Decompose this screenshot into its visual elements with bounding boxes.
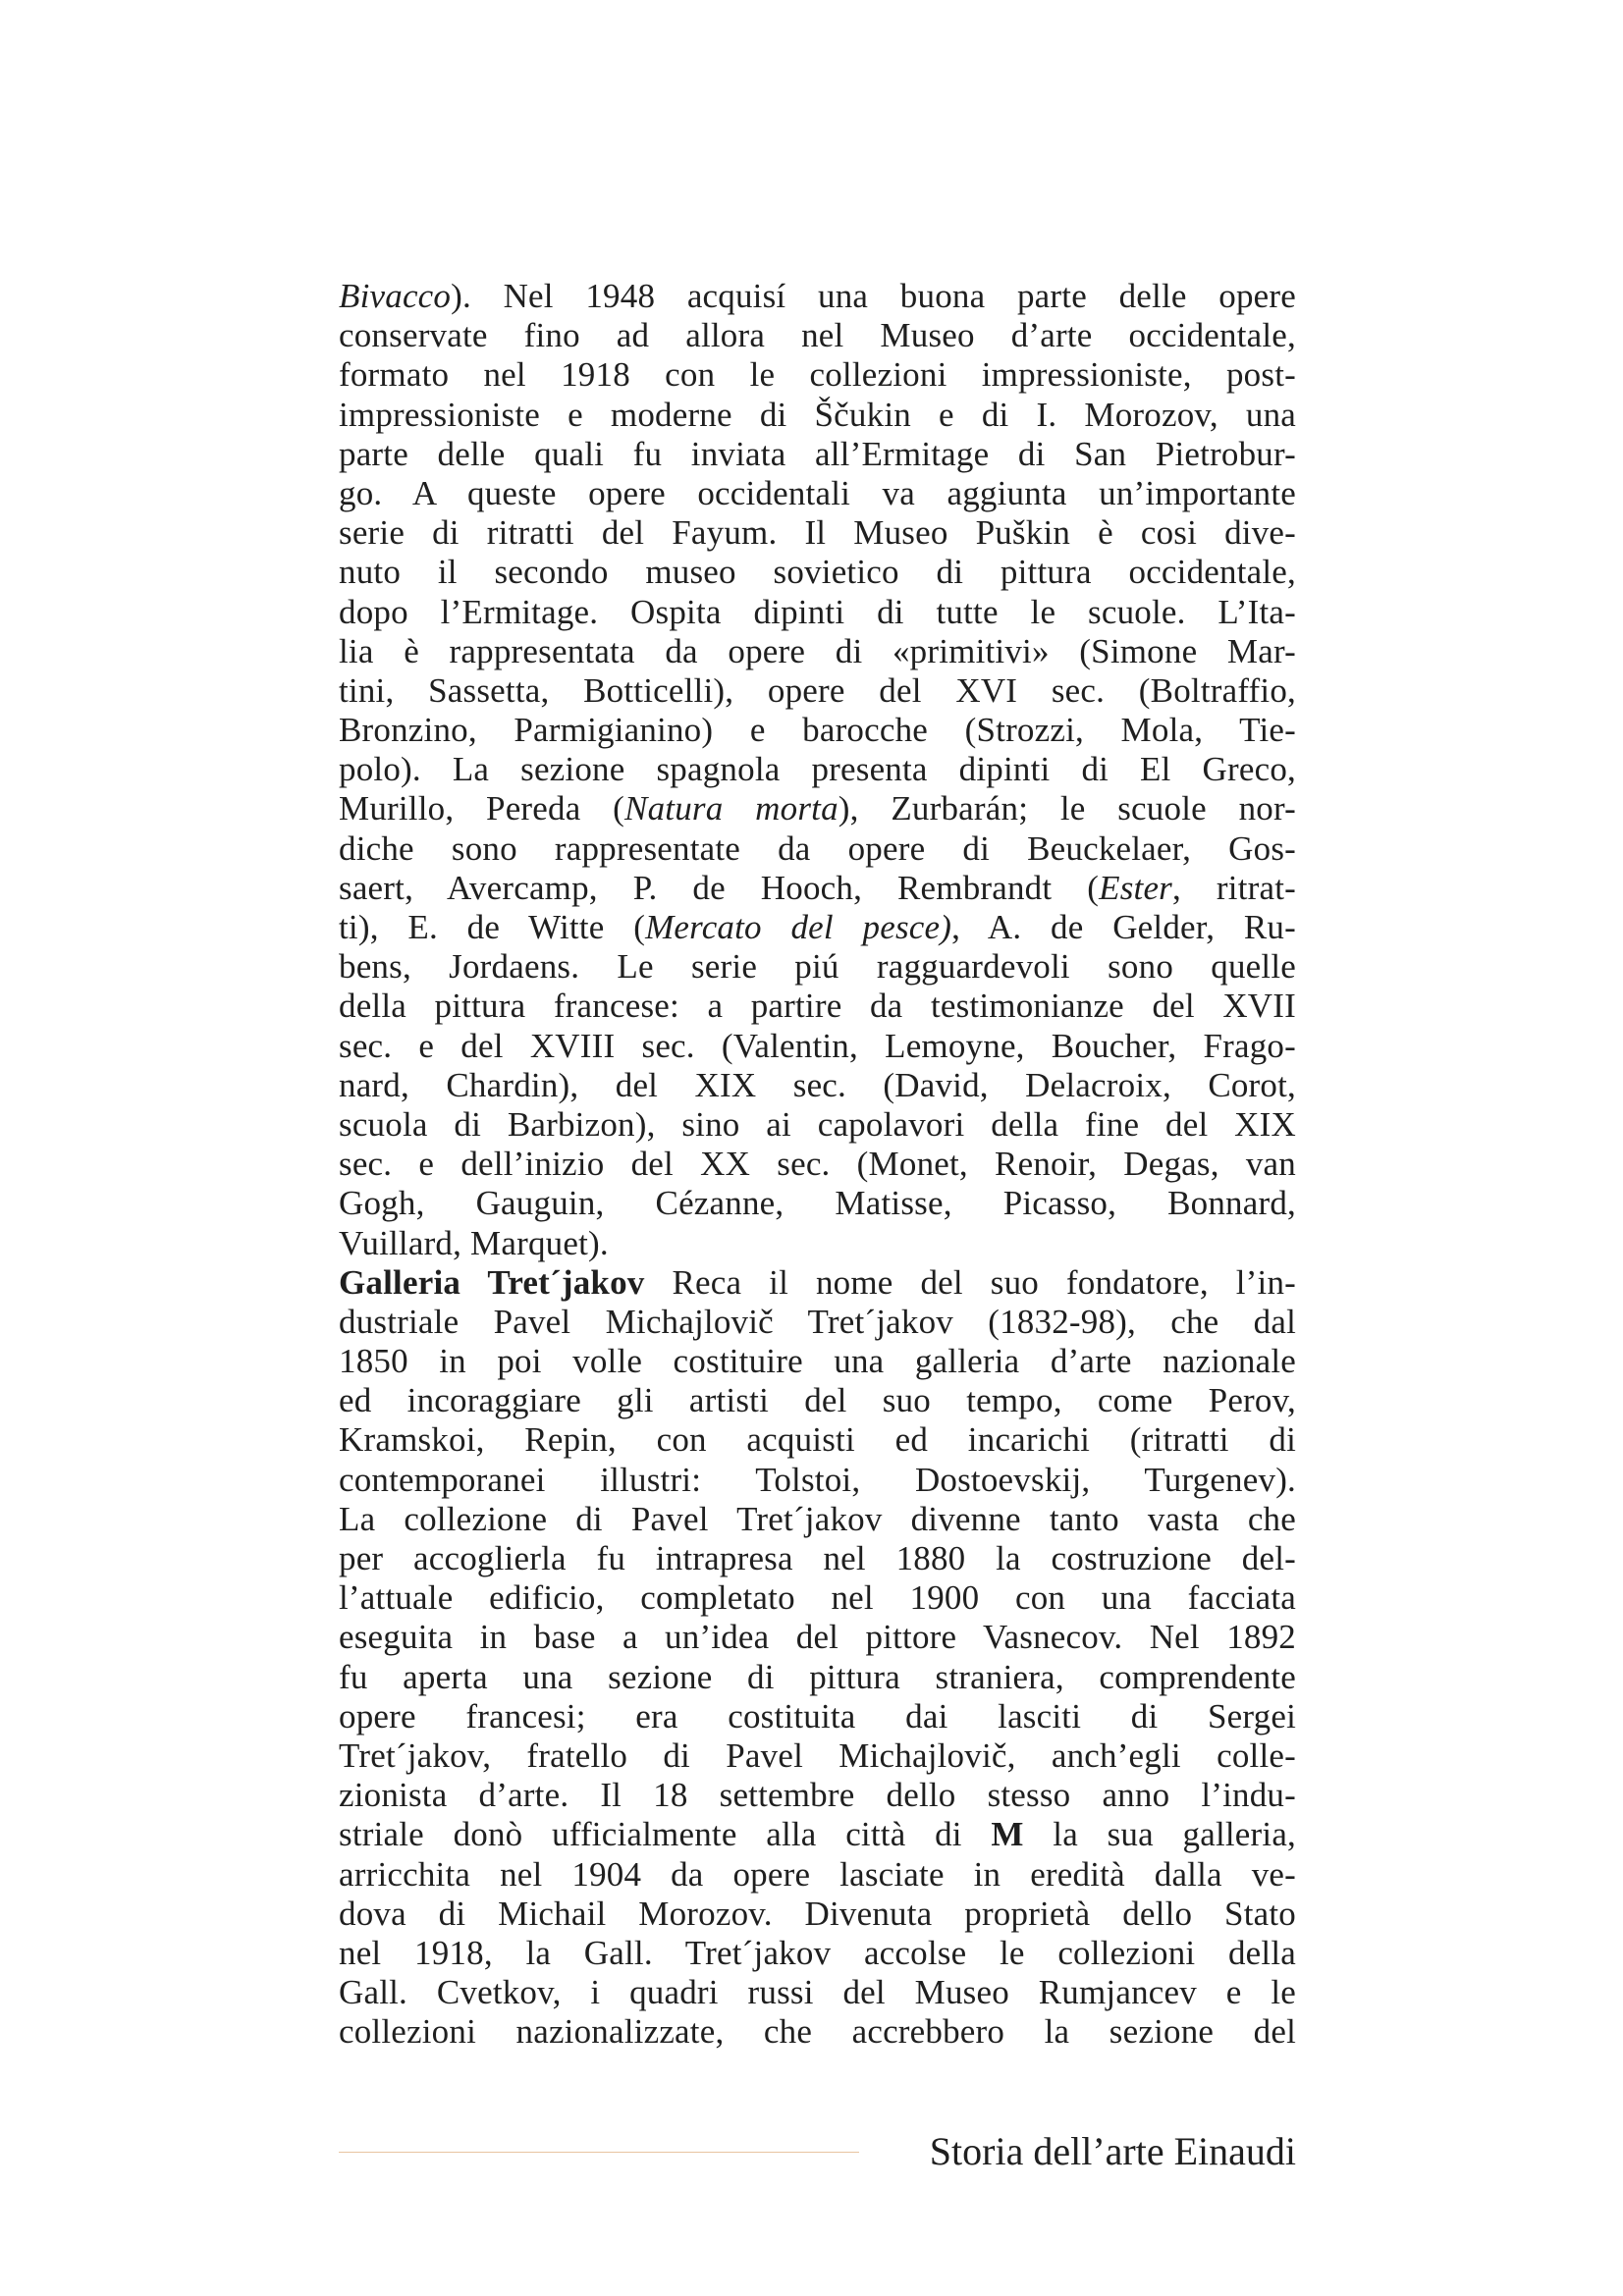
text-run: conservate fino ad allora nel Museo d’arte occidentale, [339, 316, 1296, 355]
italic-title: Natura morta [624, 789, 839, 828]
text-line [339, 1184, 1296, 1223]
text-run: formato nel 1918 con le collezioni impressioniste, post- [339, 355, 1296, 395]
text-line [339, 829, 1296, 869]
text-run: serie di ritratti del Fayum. Il Museo Puškin è cosi dive- [339, 513, 1296, 553]
italic-title: Ester [1099, 868, 1173, 907]
text-line [339, 1342, 1296, 1381]
text-line [339, 1895, 1296, 1934]
text-line [339, 1066, 1296, 1105]
body-text [339, 277, 1296, 2052]
text-run: arricchita nel 1904 da opere lasciate in eredità dalla ve- [339, 1854, 1296, 1894]
text-line [339, 632, 1296, 671]
text-run: impressioniste e moderne di Ščukin e di I. Morozov, una [339, 395, 1296, 434]
text-line [339, 1776, 1296, 1815]
text-run: Bronzino, Parmigianino) e barocche (Strozzi, Mola, Tie- [339, 711, 1296, 750]
text-run: La collezione di Pavel Tret´jakov divenne tanto vasta che [339, 1499, 1296, 1538]
text-line [339, 1578, 1296, 1618]
text-run: per accoglierla fu intrapresa nel 1880 la costruzione del- [339, 1539, 1296, 1577]
text-line [339, 869, 1296, 908]
text-run: fu aperta una sezione di pittura straniera, comprendente [339, 1657, 1296, 1696]
page-footer [339, 2105, 1296, 2173]
text-run: go. A queste opere occidentali va aggiunta un’importante [339, 473, 1296, 512]
text-run: lia è rappresentata da opere di «primitivi» (Simone Mar- [339, 631, 1296, 670]
text-line [339, 1855, 1296, 1895]
text-run: diche sono rappresentate da opere di Beuckelaer, Gos- [339, 828, 1296, 868]
text-run: la sua galleria, [1023, 1815, 1297, 1854]
text-run: Murillo, Pereda ( [339, 789, 625, 828]
text-run: sec. e dell’inizio del XX sec. (Monet, Renoir, Degas, van [339, 1145, 1296, 1184]
text-run: scuola di Barbizon), sino ai capolavori della fine del XIX [339, 1104, 1296, 1144]
text-run: sec. e del XVIII sec. (Valentin, Lemoyne, Boucher, Frago- [339, 1026, 1296, 1065]
text-run: Gall. Cvetkov, i quadri russi del Museo Rumjancev e le [339, 1973, 1296, 2012]
text-run: Gogh, Gauguin, Cézanne, Matisse, Picasso, Bonnard, [339, 1184, 1296, 1223]
text-run: , ritrat- [1172, 868, 1296, 907]
text-line [339, 908, 1296, 947]
text-run: , A. de Gelder, Ru- [951, 908, 1296, 946]
text-run: l’attuale edificio, completato nel 1900 con una facciata [339, 1578, 1296, 1618]
text-line [339, 1934, 1296, 1973]
text-line [339, 513, 1296, 553]
text-run: polo). La sezione spagnola presenta dipinti di El Greco, [339, 750, 1296, 789]
text-run: bens, Jordaens. Le serie piú ragguardevoli sono quelle [339, 947, 1296, 987]
text-line [339, 1027, 1296, 1066]
text-run: Tret´jakov, fratello di Pavel Michajlovič, anch’egli colle- [339, 1735, 1296, 1775]
text-run: ). Nel 1948 acquisí una buona parte delle opere [451, 277, 1296, 315]
text-line [339, 2012, 1296, 2052]
text-line [339, 671, 1296, 711]
footer-title: Storia dell’arte Einaudi [929, 2129, 1296, 2173]
italic-title: Mercato del pesce) [645, 908, 952, 946]
text-line [339, 1697, 1296, 1736]
italic-title: Bivacco [339, 277, 452, 315]
footer-rule [339, 2152, 859, 2153]
text-line [339, 1618, 1296, 1657]
text-line [339, 277, 1296, 316]
text-line [339, 1263, 1296, 1303]
text-run: striale donò ufficialmente alla città di [339, 1815, 992, 1854]
text-line [339, 1461, 1296, 1500]
text-line [339, 1815, 1296, 1854]
text-run: 1850 in poi volle costituire una galleria d’arte nazionale [339, 1342, 1296, 1381]
entry-heading: M [991, 1815, 1024, 1854]
text-run: parte delle quali fu inviata all’Ermitage di San Pietrobur- [339, 434, 1296, 473]
text-line [339, 947, 1296, 987]
text-line [339, 355, 1296, 395]
text-run: eseguita in base a un’idea del pittore Vasnecov. Nel 1892 [339, 1618, 1296, 1657]
text-line [339, 1145, 1296, 1184]
text-run: dustriale Pavel Michajlovič Tret´jakov (1832-98), che dal [339, 1302, 1296, 1341]
text-line [339, 1303, 1296, 1342]
text-line [339, 435, 1296, 474]
text-line [339, 396, 1296, 435]
text-run: ed incoraggiare gli artisti del suo tempo, come Perov, [339, 1381, 1296, 1420]
text-line [339, 711, 1296, 750]
text-line [339, 987, 1296, 1026]
text-run: zionista d’arte. Il 18 settembre dello stesso anno l’indu- [339, 1776, 1296, 1815]
text-line [339, 474, 1296, 513]
text-line [339, 1381, 1296, 1420]
text-line [339, 1973, 1296, 2012]
text-run: saert, Avercamp, P. de Hooch, Rembrandt ( [339, 868, 1100, 907]
text-run: della pittura francese: a partire da testimonianze del XVII [339, 987, 1296, 1026]
text-line [339, 1658, 1296, 1697]
text-line [339, 553, 1296, 592]
text-run: Reca il nome del suo fondatore, l’in- [644, 1262, 1296, 1302]
text-run: Vuillard, Marquet). [339, 1223, 609, 1262]
text-run: nard, Chardin), del XIX sec. (David, Delacroix, Corot, [339, 1065, 1296, 1104]
text-line [339, 316, 1296, 355]
text-line [339, 1105, 1296, 1145]
entry-heading: Galleria Tret´jakov [339, 1262, 645, 1302]
text-line [339, 750, 1296, 789]
text-line [339, 1736, 1296, 1776]
text-run: opere francesi; era costituita dai lasciti di Sergei [339, 1696, 1296, 1735]
text-run: ), Zurbarán; le scuole nor- [838, 789, 1296, 828]
text-run: dova di Michail Morozov. Divenuta proprietà dello Stato [339, 1894, 1296, 1933]
text-line [339, 789, 1296, 828]
text-line [339, 1539, 1296, 1578]
text-run: nuto il secondo museo sovietico di pittura occidentale, [339, 553, 1296, 592]
text-line [339, 593, 1296, 632]
text-run: Kramskoi, Repin, con acquisti ed incarichi (ritratti di [339, 1420, 1296, 1460]
text-run: dopo l’Ermitage. Ospita dipinti di tutte le scuole. L’Ita- [339, 592, 1296, 631]
text-run: collezioni nazionalizzate, che accrebbero la sezione del [339, 2012, 1296, 2052]
text-run: ti), E. de Witte ( [339, 908, 646, 946]
text-line [339, 1420, 1296, 1460]
text-run: nel 1918, la Gall. Tret´jakov accolse le collezioni della [339, 1933, 1296, 1972]
text-run: tini, Sassetta, Botticelli), opere del XVI sec. (Boltraffio, [339, 670, 1296, 710]
text-line [339, 1500, 1296, 1539]
text-run: contemporanei illustri: Tolstoi, Dostoevskij, Turgenev). [339, 1460, 1296, 1499]
text-line [339, 1224, 1296, 1263]
